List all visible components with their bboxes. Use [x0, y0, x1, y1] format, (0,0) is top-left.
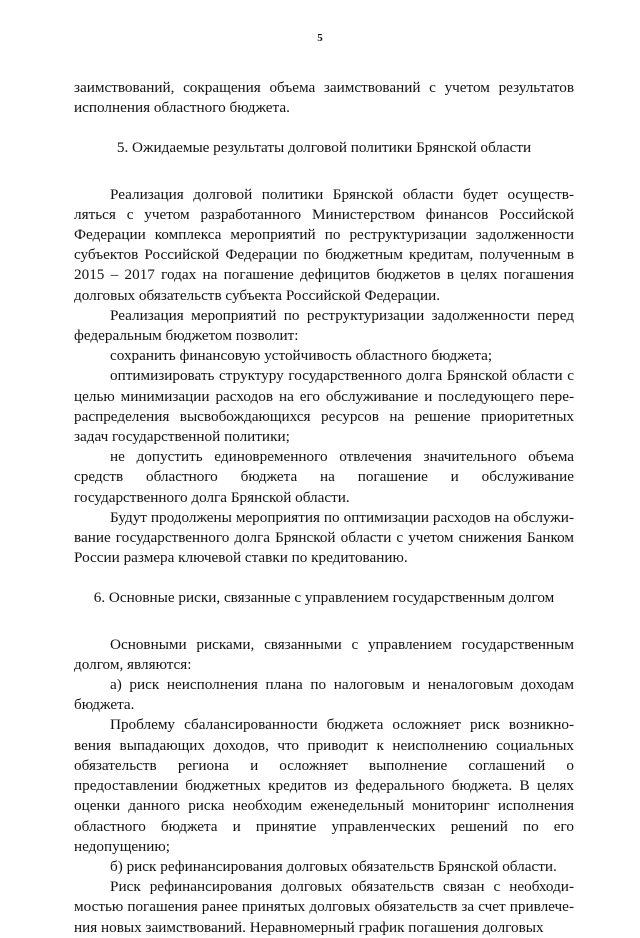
page-number: 5 [317, 32, 323, 44]
section-6-paragraph: Проблему сбалансированности бюджета осложняет риск возникновения выпадающих доходов, что приводит к неисполнению социальных обязательств региона и осложняет выполнение соглашений о предоставлении бюджетных кредитов из федерального бюджета. В целях оценки данного риска необходим еженедельный мониторинг исполнения областного бюджета и принятие управленческих решений по его недопущению; [74, 716, 574, 855]
section-5-list-item: не допустить единовременного отвлечения значительного объема средств областного бюджета на погашение и обслуживание государственного долга Брянской области. [74, 448, 574, 506]
section-6-risk-item: б) риск рефинансирования долговых обязательств Брянской области. [110, 857, 557, 875]
section-5-heading: 5. Ожидаемые результаты долговой политики Брянской области [116, 139, 532, 157]
section-5-list-item: сохранить финансовую устойчивость областного бюджета; [110, 347, 493, 365]
section-5-paragraph: Реализация мероприятий по реструктуризации задолженности перед федеральным бюджетом позволит: [74, 306, 574, 345]
section-6-risk-item: а) риск неисполнения плана по налоговым и неналоговым доходам бюджета. [74, 676, 574, 714]
section-5-paragraph: Реализация долговой политики Брянской области будет осуществляться с учетом разработанного Министерством финансов Российской Федерации комплекса мероприятий по реструктуризации задолженности субъектов Российской Федерации по бюджетным кредитам, полученным в 2015 – 2017 годах на погашение дефицитов бюджетов в целях погашения долговых обязательств субъекта Российской Федерации. [74, 185, 574, 304]
section-5-paragraph: Будут продолжены мероприятия по оптимизации расходов на обслуживание государственного долга Брянской области с учетом снижения Банком России размера ключевой ставки по кредитованию. [74, 508, 574, 567]
lead-paragraph: заимствований, сокращения объема заимствований с учетом результатов исполнения областного бюджета. [74, 79, 574, 117]
section-6-heading: 6. Основные риски, связанные с управлением государственным долгом [93, 589, 555, 607]
section-6-paragraph: Основными рисками, связанными с управлением государственным долгом, являются: [74, 635, 574, 673]
section-5-list-item: оптимизировать структуру государственного долга Брянской области с целью минимизации расходов на его обслуживание и последующего перераспределения высвобождающихся ресурсов на решение приоритетных задач государственной политики; [74, 367, 574, 446]
section-6-paragraph: Риск рефинансирования долговых обязательств связан с необходимостью погашения ранее принятых долговых обязательств за счет привлечения новых заимствований. Неравномерный график погашения долговых [74, 878, 574, 936]
document-body [74, 78, 574, 938]
